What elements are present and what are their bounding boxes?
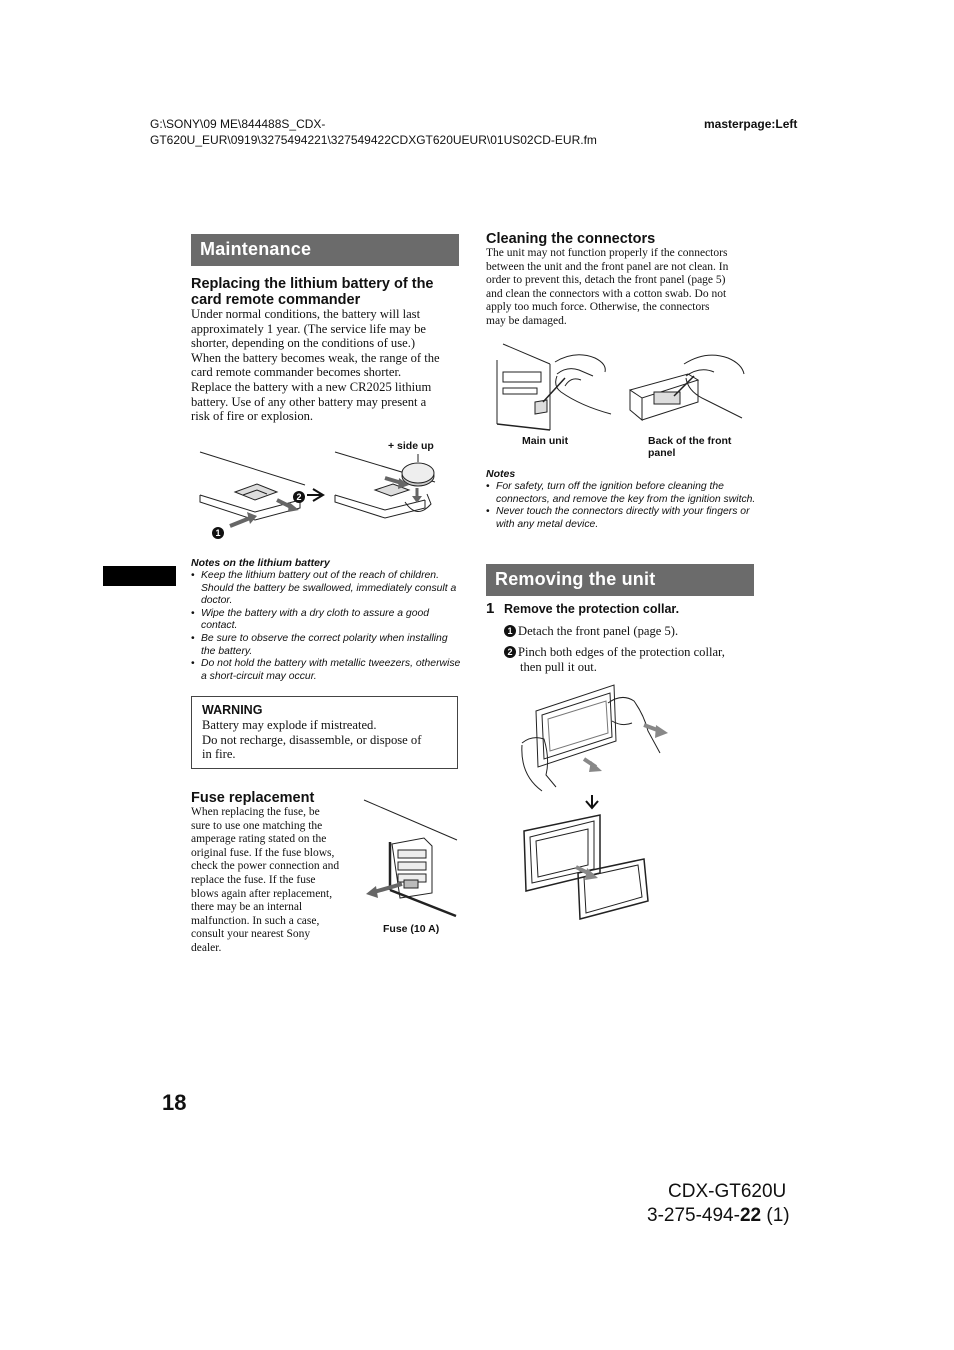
step-2-marker	[293, 488, 307, 506]
step-number-circle: 2	[293, 491, 305, 503]
cleaning-text-line: apply too much force. Otherwise, the connectors	[486, 301, 710, 314]
protection-collar-removal-illustration	[518, 683, 683, 923]
list-item: • Never touch the connectors directly with your fingers or with any metal device.	[486, 506, 758, 531]
battery-text-line: risk of fire or explosion.	[191, 409, 314, 424]
part-number-bold: 22	[739, 1205, 762, 1226]
substep-2-text-line2: then pull it out.	[520, 659, 597, 674]
list-item: • Do not hold the battery with metallic tweezers, otherwise a short-circuit may occur.	[191, 658, 461, 683]
section-tab-marker	[103, 566, 176, 586]
masterpage-label: masterpage:Left	[704, 117, 798, 131]
list-item: • Keep the lithium battery out of the reach of children. Should the battery be swallowed, immediately consult a doctor.	[191, 570, 461, 608]
cleaning-notes	[486, 468, 758, 531]
warning-title: WARNING	[202, 703, 263, 717]
main-unit-cleaning-illustration	[495, 342, 615, 432]
battery-text-line: battery. Use of any other battery may present a	[191, 394, 427, 409]
part-number	[647, 1204, 790, 1228]
battery-notes	[191, 557, 461, 683]
substep-number-circle: 2	[504, 646, 516, 658]
back-of-front-panel-label-line2: panel	[648, 447, 676, 459]
cleaning-heading: Cleaning the connectors	[486, 231, 656, 247]
file-path-line2: GT620U_EUR\0919\3275494221\327549422CDXGT620UEUR\01US02CD-EUR.fm	[150, 133, 597, 147]
removing-section-title: Removing the unit	[486, 564, 754, 596]
battery-notes-list	[191, 570, 461, 683]
fuse-text-line: dealer.	[191, 941, 222, 954]
part-number-prefix: 3-275-494-	[647, 1205, 740, 1226]
warning-line: Do not recharge, disassemble, or dispose of	[202, 732, 422, 747]
battery-text-line: Under normal conditions, the battery will last	[191, 307, 421, 321]
cleaning-text	[486, 247, 758, 329]
battery-heading-line1: Replacing the lithium battery of the	[191, 276, 434, 292]
step-number: 1	[486, 600, 495, 617]
battery-text-line: shorter, depending on the conditions of use.)	[191, 336, 416, 351]
cleaning-text-line: and clean the connectors with a cotton swab. Do not	[486, 287, 727, 300]
step-title: Remove the protection collar.	[504, 602, 680, 616]
list-item: • Wipe the battery with a dry cloth to assure a good contact.	[191, 608, 461, 633]
fuse-illustration	[362, 798, 460, 920]
battery-text-line: card remote commander becomes shorter.	[191, 365, 402, 380]
warning-box	[191, 696, 458, 769]
battery-text-line: Replace the battery with a new CR2025 lithium	[191, 379, 432, 394]
plus-side-up-label: + side up	[388, 440, 434, 452]
battery-text-line: When the battery becomes weak, the range of the	[191, 350, 440, 365]
fuse-text-line: there may be an internal	[191, 901, 303, 914]
fuse-text-line: original fuse. If the fuse blows,	[191, 846, 335, 859]
main-unit-label: Main unit	[522, 435, 569, 447]
battery-heading	[191, 276, 463, 308]
fuse-text-line: When replacing the fuse, be	[191, 806, 320, 818]
battery-replacement-illustration	[195, 440, 455, 540]
fuse-heading: Fuse replacement	[191, 790, 315, 806]
back-of-front-panel-label	[648, 435, 731, 459]
fuse-text-line: check the power connection and	[191, 860, 340, 873]
cleaning-text-line: The unit may not function properly if the connectors	[486, 247, 728, 259]
cleaning-text-line: order to prevent this, detach the front panel (page 5)	[486, 274, 726, 287]
list-item: • For safety, turn off the ignition before cleaning the connectors, and remove the key from the ignition switch.	[486, 481, 758, 506]
fuse-text-line: blows again after replacement,	[191, 887, 333, 900]
fuse-text-line: amperage rating stated on the	[191, 833, 327, 846]
substep-2	[504, 645, 764, 674]
substep-2-text-line1: Pinch both edges of the protection collar,	[518, 645, 725, 659]
cleaning-notes-title: Notes	[486, 468, 516, 480]
model-number: CDX-GT620U	[668, 1181, 787, 1202]
cleaning-text-line: between the unit and the front panel are not clean. In	[486, 260, 729, 273]
battery-text	[191, 307, 466, 424]
cleaning-notes-list	[486, 481, 758, 531]
substep-number-circle: 1	[504, 625, 516, 637]
warning-line: Battery may explode if mistreated.	[202, 718, 377, 732]
battery-text-line: approximately 1 year. (The service life may be	[191, 321, 426, 336]
fuse-text-line: malfunction. In such a case,	[191, 914, 320, 927]
fuse-text-line: sure to use one matching the	[191, 819, 323, 832]
maintenance-section-title: Maintenance	[191, 234, 459, 266]
substep-1-text: Detach the front panel (page 5).	[518, 624, 679, 638]
file-path-line1: G:\SONY\09 ME\844488S_CDX-	[150, 117, 326, 131]
step-number-circle: 1	[212, 527, 224, 539]
panel-back-cleaning-illustration	[628, 352, 748, 432]
list-item: • Be sure to observe the correct polarity when installing the battery.	[191, 633, 461, 658]
warning-line: in fire.	[202, 747, 236, 762]
fuse-text-line: consult your nearest Sony	[191, 928, 311, 941]
page-number: 18	[162, 1090, 187, 1115]
fuse-text-line: replace the fuse. If the fuse	[191, 873, 316, 886]
back-of-front-panel-label-line1: Back of the front	[648, 435, 732, 447]
step-1-marker	[212, 524, 226, 542]
part-number-suffix: (1)	[761, 1205, 790, 1226]
fuse-label: Fuse (10 A)	[383, 923, 440, 935]
cleaning-text-line: may be damaged.	[486, 314, 567, 327]
battery-notes-title: Notes on the lithium battery	[191, 557, 330, 569]
substep-1	[504, 624, 678, 639]
battery-heading-line2: card remote commander	[191, 292, 361, 308]
fuse-text	[191, 806, 361, 956]
file-path	[150, 116, 597, 148]
